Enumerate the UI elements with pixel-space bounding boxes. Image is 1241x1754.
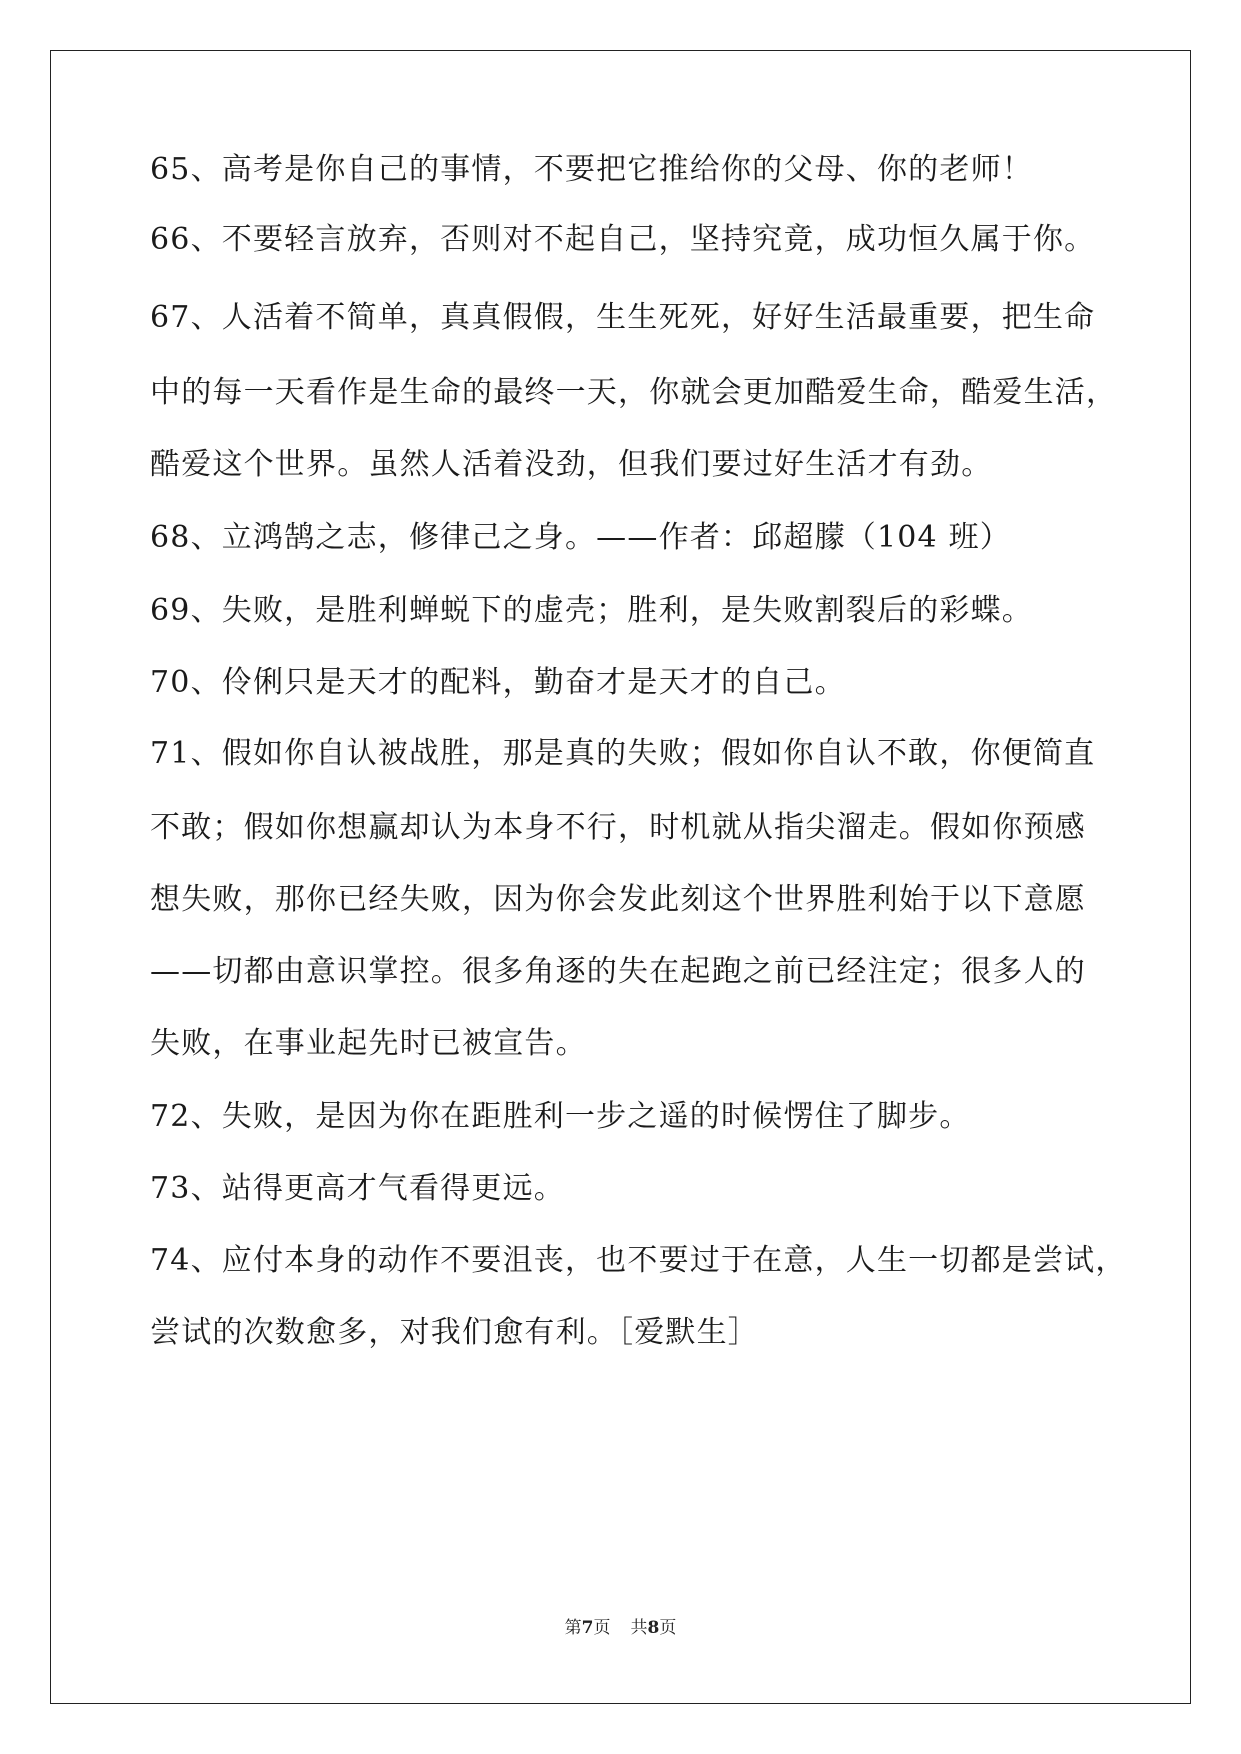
text-line: ——切都由意识掌控。很多角逐的失在起跑之前已经注定；很多人的: [150, 954, 1086, 989]
text-line: 67、人活着不简单，真真假假，生生死死，好好生活最重要，把生命: [150, 300, 1096, 335]
text-line: 尝试的次数愈多，对我们愈有利。［爱默生］: [150, 1315, 759, 1350]
text-line: 74、应付本身的动作不要沮丧，也不要过于在意，人生一切都是尝试，: [150, 1243, 1127, 1278]
footer-page-total: 8: [647, 1618, 660, 1638]
text-line: 69、失败，是胜利蝉蜕下的虚壳；胜利，是失败割裂后的彩蝶。: [150, 593, 1033, 628]
footer-page-suffix: 页: [593, 1618, 611, 1638]
text-line: 想失败，那你已经失败，因为你会发此刻这个世界胜利始于以下意愿: [150, 882, 1086, 917]
text-line: 失败，在事业起先时已被宣告。: [150, 1026, 587, 1061]
text-line: 酷爱这个世界。虽然人活着没劲，但我们要过好生活才有劲。: [150, 447, 993, 482]
text-line: 71、假如你自认被战胜，那是真的失败；假如你自认不敢，你便简直: [150, 736, 1096, 771]
footer-page-prefix: 第: [564, 1618, 582, 1638]
text-line: 73、站得更高才气看得更远。: [150, 1171, 565, 1206]
text-line: 66、不要轻言放弃，否则对不起自己，坚持究竟，成功恒久属于你。: [150, 222, 1096, 257]
text-line: 70、伶俐只是天才的配料，勤奋才是天才的自己。: [150, 665, 846, 700]
footer-page-current: 7: [581, 1618, 594, 1638]
text-line: 68、立鸿鹄之志，修律己之身。——作者：邱超朦（104 班）: [150, 520, 1011, 555]
page-footer: [0, 1617, 1241, 1639]
text-line: 中的每一天看作是生命的最终一天，你就会更加酷爱生命，酷爱生活，: [150, 375, 1118, 410]
text-line: 65、高考是你自己的事情，不要把它推给你的父母、你的老师！: [150, 152, 1033, 187]
footer-total-prefix: 共: [630, 1618, 648, 1638]
text-line: 不敢；假如你想赢却认为本身不行，时机就从指尖溜走。假如你预感: [150, 810, 1086, 845]
footer-total-suffix: 页: [659, 1618, 677, 1638]
text-line: 72、失败，是因为你在距胜利一步之遥的时候愣住了脚步。: [150, 1099, 971, 1134]
